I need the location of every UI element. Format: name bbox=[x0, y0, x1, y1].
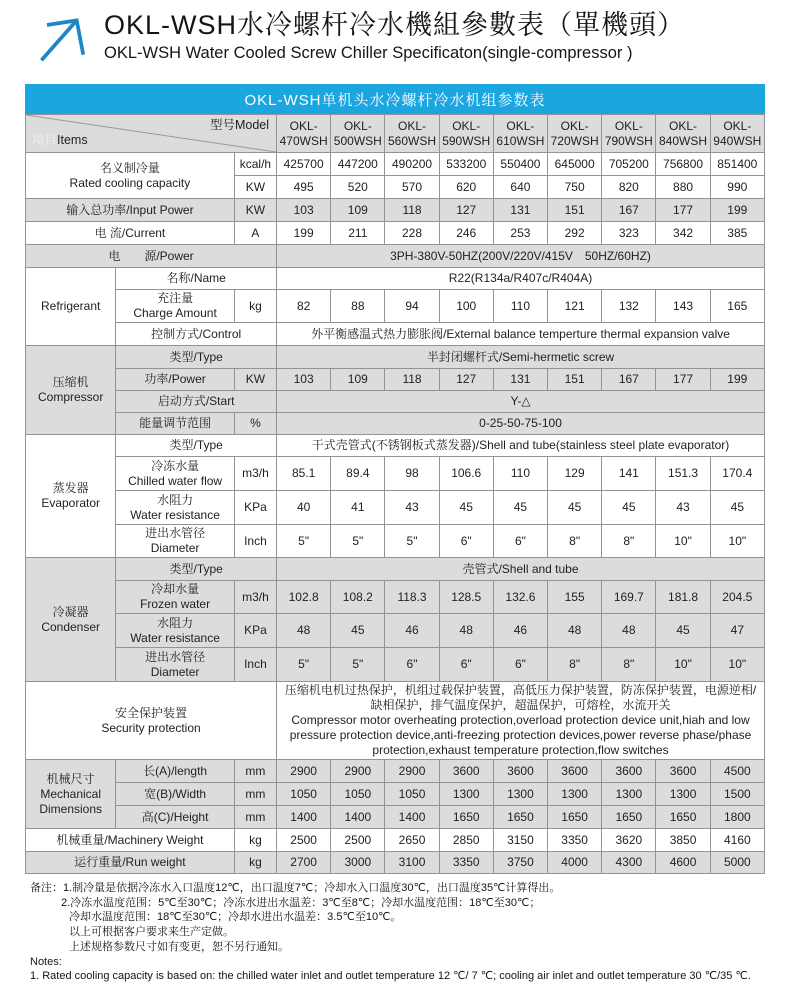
label-cell: 机械重量/Machinery Weight bbox=[26, 829, 235, 852]
value-cell: 4160 bbox=[710, 829, 764, 852]
value-cell: 5" bbox=[277, 648, 331, 682]
value-cell: 177 bbox=[656, 369, 710, 391]
value-cell: 705200 bbox=[602, 153, 656, 176]
value-cell: 10" bbox=[710, 648, 764, 682]
unit-cell: Inch bbox=[234, 648, 276, 682]
page-title: OKL-WSH水冷螺杆冷水機組參數表（單機頭） bbox=[104, 10, 686, 40]
value-cell: 45 bbox=[710, 491, 764, 525]
value-cell: 851400 bbox=[710, 153, 764, 176]
label-cell: 水阻力 Water resistance bbox=[116, 491, 234, 525]
model-header-cell: OKL- 790WSH bbox=[602, 115, 656, 153]
value-cell: 167 bbox=[602, 369, 656, 391]
notes bbox=[30, 881, 790, 984]
value-cell: 425700 bbox=[277, 153, 331, 176]
table-banner: OKL-WSH单机头水冷螺杆冷水机组参数表 bbox=[25, 84, 765, 114]
label-cell: 冷冻水量 Chilled water flow bbox=[116, 457, 234, 491]
value-cell: 3000 bbox=[331, 852, 385, 874]
value-cell: 48 bbox=[277, 614, 331, 648]
value-cell: 533200 bbox=[439, 153, 493, 176]
note-line: 1. Rated cooling capacity is based on: the chilled water inlet and outlet temperature 12 ℃/ 7 ℃; cooling air inlet and outlet temperature 30 ℃/35 ℃. bbox=[30, 970, 751, 983]
unit-cell: KPa bbox=[234, 491, 276, 525]
unit-cell: KW bbox=[234, 369, 276, 391]
value-cell: 4300 bbox=[602, 852, 656, 874]
value-cell: 131 bbox=[493, 369, 547, 391]
unit-cell: kg bbox=[234, 290, 276, 323]
value-cell: 98 bbox=[385, 457, 439, 491]
label-cell: 输入总功率/Input Power bbox=[26, 199, 235, 222]
value-cell: 131 bbox=[493, 199, 547, 222]
unit-cell: mm bbox=[234, 806, 276, 829]
value-cell: 342 bbox=[656, 222, 710, 245]
value-cell: 8" bbox=[602, 525, 656, 558]
value-cell: 2900 bbox=[385, 760, 439, 783]
value-cell: 干式壳管式(不锈钢板式蒸发器)/Shell and tube(stainless steel plate evaporator) bbox=[277, 435, 765, 457]
value-cell: 129 bbox=[548, 457, 602, 491]
label-cell: 名义制冷量 Rated cooling capacity bbox=[26, 153, 235, 199]
value-cell: 211 bbox=[331, 222, 385, 245]
label-cell: 宽(B)/Width bbox=[116, 783, 234, 806]
unit-cell: Inch bbox=[234, 525, 276, 558]
value-cell: 820 bbox=[602, 176, 656, 199]
value-cell: 4600 bbox=[656, 852, 710, 874]
value-cell: 8" bbox=[548, 525, 602, 558]
group-cell: Refrigerant bbox=[26, 268, 116, 346]
value-cell: 177 bbox=[656, 199, 710, 222]
label-cell: 运行重量/Run weight bbox=[26, 852, 235, 874]
value-cell: 8" bbox=[602, 648, 656, 682]
model-header-cell: OKL- 560WSH bbox=[385, 115, 439, 153]
value-cell: 0-25-50-75-100 bbox=[277, 413, 765, 435]
value-cell: 46 bbox=[385, 614, 439, 648]
value-cell: 127 bbox=[439, 369, 493, 391]
value-cell: 8" bbox=[548, 648, 602, 682]
value-cell: 6" bbox=[385, 648, 439, 682]
spec-table-body bbox=[26, 115, 765, 874]
unit-cell: % bbox=[234, 413, 276, 435]
value-cell: 246 bbox=[439, 222, 493, 245]
value-cell: 4000 bbox=[548, 852, 602, 874]
value-cell: 85.1 bbox=[277, 457, 331, 491]
label-cell: 类型/Type bbox=[116, 346, 277, 369]
value-cell: 88 bbox=[331, 290, 385, 323]
value-cell: 1300 bbox=[493, 783, 547, 806]
value-cell: 5" bbox=[331, 648, 385, 682]
value-cell: 40 bbox=[277, 491, 331, 525]
note-line: Notes: bbox=[30, 955, 62, 968]
value-cell: 127 bbox=[439, 199, 493, 222]
value-cell: 108.2 bbox=[331, 581, 385, 614]
value-cell: 89.4 bbox=[331, 457, 385, 491]
value-cell: 46 bbox=[493, 614, 547, 648]
value-cell: 1500 bbox=[710, 783, 764, 806]
value-cell: 45 bbox=[493, 491, 547, 525]
value-cell: 103 bbox=[277, 199, 331, 222]
value-cell: 990 bbox=[710, 176, 764, 199]
value-cell: 43 bbox=[656, 491, 710, 525]
label-cell: 控制方式/Control bbox=[116, 323, 277, 346]
value-cell: 151 bbox=[548, 369, 602, 391]
value-cell: 1300 bbox=[656, 783, 710, 806]
label-cell: 高(C)/Height bbox=[116, 806, 234, 829]
label-cell: 电 源/Power bbox=[26, 245, 277, 268]
value-cell: 3750 bbox=[493, 852, 547, 874]
value-cell: 1650 bbox=[548, 806, 602, 829]
value-cell: 756800 bbox=[656, 153, 710, 176]
value-cell: 1650 bbox=[439, 806, 493, 829]
value-cell: 48 bbox=[548, 614, 602, 648]
unit-cell: KW bbox=[234, 176, 276, 199]
unit-cell: A bbox=[234, 222, 276, 245]
group-cell: 冷凝器 Condenser bbox=[26, 558, 116, 682]
value-cell: 45 bbox=[439, 491, 493, 525]
value-cell: 165 bbox=[710, 290, 764, 323]
value-cell: 118.3 bbox=[385, 581, 439, 614]
value-cell: 5" bbox=[277, 525, 331, 558]
longtext-cell: 压缩机电机过热保护，机组过载保护装置，高低压力保护装置，防冻保护装置，电源逆相/缺相保护，排气温度保护，超温保护，可熔栓，水流开关 Compressor motor overheating protection,overload protection device unit,hiah and low pressure protection device,anti-freezing protection devices,power reverse phase/phase protection,exhaust temperature protection,flow switches bbox=[277, 682, 765, 760]
value-cell: 110 bbox=[493, 457, 547, 491]
value-cell: 3350 bbox=[548, 829, 602, 852]
value-cell: 1650 bbox=[602, 806, 656, 829]
label-cell: 长(A)/length bbox=[116, 760, 234, 783]
unit-cell: KW bbox=[234, 199, 276, 222]
spec-table bbox=[25, 114, 765, 874]
note-line: 冷却水温度范围：18℃至30℃；冷却水进出水温差：3.5℃至10℃。 bbox=[69, 911, 402, 924]
value-cell: 292 bbox=[548, 222, 602, 245]
value-cell: 109 bbox=[331, 369, 385, 391]
items-model-header-cell bbox=[26, 115, 277, 153]
value-cell: 2500 bbox=[331, 829, 385, 852]
note-line: 以上可根据客户要求来生产定做。 bbox=[69, 926, 234, 939]
label-cell: 类型/Type bbox=[116, 558, 277, 581]
group-cell: 蒸发器 Evaporator bbox=[26, 435, 116, 558]
value-cell: 750 bbox=[548, 176, 602, 199]
value-cell: 132 bbox=[602, 290, 656, 323]
value-cell: 385 bbox=[710, 222, 764, 245]
label-cell: 功率/Power bbox=[116, 369, 234, 391]
value-cell: 181.8 bbox=[656, 581, 710, 614]
items-label-cn: 项目 bbox=[32, 133, 58, 148]
value-cell: 169.7 bbox=[602, 581, 656, 614]
model-header-cell: OKL- 610WSH bbox=[493, 115, 547, 153]
value-cell: 1400 bbox=[385, 806, 439, 829]
value-cell: 199 bbox=[277, 222, 331, 245]
value-cell: 3600 bbox=[439, 760, 493, 783]
value-cell: 半封闭螺杆式/Semi-hermetic screw bbox=[277, 346, 765, 369]
items-label-en: Items bbox=[57, 133, 88, 148]
value-cell: 110 bbox=[493, 290, 547, 323]
value-cell: 228 bbox=[385, 222, 439, 245]
value-cell: 100 bbox=[439, 290, 493, 323]
value-cell: 外平衡感温式热力膨胀阀/External balance temperture thermal expansion valve bbox=[277, 323, 765, 346]
value-cell: 3600 bbox=[493, 760, 547, 783]
value-cell: 495 bbox=[277, 176, 331, 199]
value-cell: 1800 bbox=[710, 806, 764, 829]
unit-cell: m3/h bbox=[234, 457, 276, 491]
value-cell: 45 bbox=[602, 491, 656, 525]
value-cell: 199 bbox=[710, 199, 764, 222]
value-cell: 48 bbox=[602, 614, 656, 648]
value-cell: 3600 bbox=[656, 760, 710, 783]
value-cell: 550400 bbox=[493, 153, 547, 176]
value-cell: 41 bbox=[331, 491, 385, 525]
value-cell: 3100 bbox=[385, 852, 439, 874]
value-cell: 82 bbox=[277, 290, 331, 323]
label-cell: 充注量 Charge Amount bbox=[116, 290, 234, 323]
value-cell: 48 bbox=[439, 614, 493, 648]
value-cell: 1400 bbox=[331, 806, 385, 829]
model-header-cell: OKL- 590WSH bbox=[439, 115, 493, 153]
label-cell: 进出水管径 Diameter bbox=[116, 525, 234, 558]
value-cell: 2500 bbox=[277, 829, 331, 852]
label-cell: 电 流/Current bbox=[26, 222, 235, 245]
value-cell: 4500 bbox=[710, 760, 764, 783]
table-header-row bbox=[26, 115, 765, 153]
page-subtitle: OKL-WSH Water Cooled Screw Chiller Specificaton(single-compressor ) bbox=[104, 44, 633, 63]
value-cell: 3350 bbox=[439, 852, 493, 874]
value-cell: 447200 bbox=[331, 153, 385, 176]
value-cell: 1300 bbox=[439, 783, 493, 806]
value-cell: 323 bbox=[602, 222, 656, 245]
value-cell: 2850 bbox=[439, 829, 493, 852]
note-line: 2.冷冻水温度范围：5℃至30℃；冷冻水进出水温差：3℃至8℃；冷却水温度范围：18℃至30℃； bbox=[61, 896, 541, 909]
value-cell: 47 bbox=[710, 614, 764, 648]
value-cell: 3150 bbox=[493, 829, 547, 852]
note-line: 上述规格参数尺寸如有变更，恕不另行通知。 bbox=[69, 940, 289, 953]
value-cell: 3620 bbox=[602, 829, 656, 852]
value-cell: 2700 bbox=[277, 852, 331, 874]
value-cell: 155 bbox=[548, 581, 602, 614]
value-cell: R22(R134a/R407c/R404A) bbox=[277, 268, 765, 290]
value-cell: 121 bbox=[548, 290, 602, 323]
arrow-up-right-icon bbox=[32, 12, 88, 64]
model-header-cell: OKL- 720WSH bbox=[548, 115, 602, 153]
label-cell: 名称/Name bbox=[116, 268, 277, 290]
group-cell: 机械尺寸 Mechanical Dimensions bbox=[26, 760, 116, 829]
title-block bbox=[104, 10, 685, 63]
value-cell: 3850 bbox=[656, 829, 710, 852]
value-cell: 620 bbox=[439, 176, 493, 199]
unit-cell: m3/h bbox=[234, 581, 276, 614]
value-cell: 5" bbox=[385, 525, 439, 558]
value-cell: 1400 bbox=[277, 806, 331, 829]
value-cell: 1300 bbox=[602, 783, 656, 806]
value-cell: 3600 bbox=[602, 760, 656, 783]
label-cell: 类型/Type bbox=[116, 435, 277, 457]
unit-cell: kcal/h bbox=[234, 153, 276, 176]
value-cell: 45 bbox=[656, 614, 710, 648]
value-cell: 167 bbox=[602, 199, 656, 222]
value-cell: 199 bbox=[710, 369, 764, 391]
value-cell: 204.5 bbox=[710, 581, 764, 614]
value-cell: 3PH-380V-50HZ(200V/220V/415V 50HZ/60HZ) bbox=[277, 245, 765, 268]
value-cell: 102.8 bbox=[277, 581, 331, 614]
value-cell: 45 bbox=[331, 614, 385, 648]
unit-cell: mm bbox=[234, 783, 276, 806]
value-cell: 109 bbox=[331, 199, 385, 222]
value-cell: 128.5 bbox=[439, 581, 493, 614]
value-cell: 118 bbox=[385, 199, 439, 222]
label-cell: 冷却水量 Frozen water bbox=[116, 581, 234, 614]
value-cell: 1050 bbox=[385, 783, 439, 806]
value-cell: 43 bbox=[385, 491, 439, 525]
value-cell: 170.4 bbox=[710, 457, 764, 491]
value-cell: 106.6 bbox=[439, 457, 493, 491]
value-cell: 1050 bbox=[277, 783, 331, 806]
value-cell: 3600 bbox=[548, 760, 602, 783]
value-cell: 5000 bbox=[710, 852, 764, 874]
value-cell: 151.3 bbox=[656, 457, 710, 491]
page-header bbox=[0, 0, 790, 84]
unit-cell: mm bbox=[234, 760, 276, 783]
value-cell: 10" bbox=[656, 648, 710, 682]
model-header-cell: OKL- 840WSH bbox=[656, 115, 710, 153]
value-cell: 141 bbox=[602, 457, 656, 491]
value-cell: 132.6 bbox=[493, 581, 547, 614]
value-cell: 1650 bbox=[493, 806, 547, 829]
value-cell: 1650 bbox=[656, 806, 710, 829]
label-cell: 能量调节范围 bbox=[116, 413, 234, 435]
model-header-cell: OKL- 940WSH bbox=[710, 115, 764, 153]
value-cell: 143 bbox=[656, 290, 710, 323]
value-cell: 103 bbox=[277, 369, 331, 391]
value-cell: 490200 bbox=[385, 153, 439, 176]
unit-cell: kg bbox=[234, 852, 276, 874]
model-label: 型号Model bbox=[209, 118, 270, 132]
label-cell: 启动方式/Start bbox=[116, 391, 277, 413]
value-cell: 1300 bbox=[548, 783, 602, 806]
model-header-cell: OKL- 500WSH bbox=[331, 115, 385, 153]
label-cell: 安全保护装置 Security protection bbox=[26, 682, 277, 760]
value-cell: 10" bbox=[656, 525, 710, 558]
value-cell: 2650 bbox=[385, 829, 439, 852]
value-cell: 520 bbox=[331, 176, 385, 199]
value-cell: 6" bbox=[493, 648, 547, 682]
value-cell: 45 bbox=[548, 491, 602, 525]
label-cell: 进出水管径 Diameter bbox=[116, 648, 234, 682]
label-cell: 水阻力 Water resistance bbox=[116, 614, 234, 648]
value-cell: 2900 bbox=[331, 760, 385, 783]
value-cell: 253 bbox=[493, 222, 547, 245]
value-cell: 94 bbox=[385, 290, 439, 323]
value-cell: 151 bbox=[548, 199, 602, 222]
value-cell: 570 bbox=[385, 176, 439, 199]
unit-cell: kg bbox=[234, 829, 276, 852]
group-cell: 压缩机 Compressor bbox=[26, 346, 116, 435]
value-cell: 6" bbox=[439, 525, 493, 558]
value-cell: 2900 bbox=[277, 760, 331, 783]
value-cell: 640 bbox=[493, 176, 547, 199]
value-cell: 10" bbox=[710, 525, 764, 558]
unit-cell: KPa bbox=[234, 614, 276, 648]
items-label bbox=[32, 133, 88, 149]
value-cell: Y-△ bbox=[277, 391, 765, 413]
value-cell: 118 bbox=[385, 369, 439, 391]
value-cell: 6" bbox=[493, 525, 547, 558]
value-cell: 6" bbox=[439, 648, 493, 682]
value-cell: 壳管式/Shell and tube bbox=[277, 558, 765, 581]
value-cell: 880 bbox=[656, 176, 710, 199]
note-line: 备注：1.制冷量是依据冷冻水入口温度12℃，出口温度7℃；冷却水入口温度30℃，出口温度35℃计算得出。 bbox=[30, 882, 561, 894]
value-cell: 1050 bbox=[331, 783, 385, 806]
value-cell: 645000 bbox=[548, 153, 602, 176]
model-header-cell: OKL- 470WSH bbox=[277, 115, 331, 153]
value-cell: 5" bbox=[331, 525, 385, 558]
